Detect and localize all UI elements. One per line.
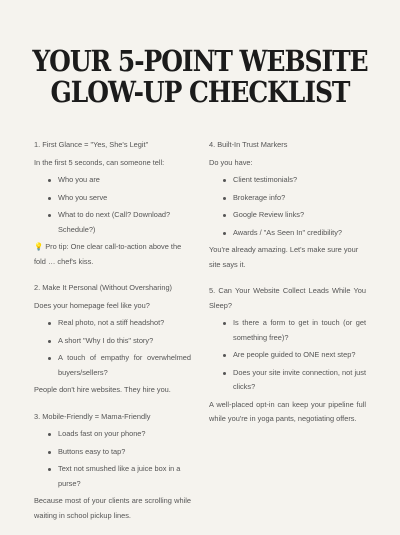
section-1-intro: In the first 5 seconds, can someone tell: <box>34 157 165 167</box>
lightbulb-icon: 💡 <box>34 242 44 251</box>
section-4-heading: 4. Built-In Trust Markers <box>209 140 288 149</box>
section-4-intro: Do you have: <box>209 157 253 167</box>
bullet-icon <box>48 179 51 182</box>
section-2 <box>34 281 191 398</box>
list-item: What to do next (Call? Download? Schedule?) <box>48 208 191 237</box>
section-4-list <box>209 173 366 240</box>
list-item: Loads fast on your phone? <box>48 427 191 442</box>
section-2-heading: 2. Make It Personal (Without Oversharing) <box>34 283 173 292</box>
bullet-icon <box>223 354 226 357</box>
section-3-heading: 3. Mobile-Friendly = Mama-Friendly <box>34 411 151 421</box>
section-5-heading: 5. Can Your Website Collect Leads While You Sleep? <box>209 286 366 310</box>
list-item: Awards / "As Seen In" credibility? <box>223 226 366 241</box>
bullet-icon <box>223 372 226 375</box>
section-1-heading: 1. First Glance = "Yes, She's Legit" <box>34 140 149 149</box>
list-item: Text not smushed like a juice box in a purse? <box>48 462 191 491</box>
list-item: Client testimonials? <box>223 173 366 188</box>
bullet-icon <box>48 433 51 436</box>
bullet-icon <box>48 468 51 471</box>
bullet-icon <box>48 451 51 454</box>
section-3-list <box>34 427 191 491</box>
right-column <box>209 138 366 439</box>
bullet-icon <box>48 214 51 217</box>
section-4-outro: You're already amazing. Let's make sure your site says it. <box>209 245 359 269</box>
section-2-intro: Does your homepage feel like you? <box>34 300 150 310</box>
section-4 <box>209 138 366 272</box>
section-1-list <box>34 173 191 237</box>
bullet-icon <box>48 197 51 200</box>
list-item: Brokerage info? <box>223 191 366 206</box>
list-item: Who you serve <box>48 191 191 206</box>
bullet-icon <box>223 322 226 325</box>
list-item: Does your site invite connection, not just clicks? <box>223 366 366 395</box>
page-title <box>28 46 372 108</box>
bullet-icon <box>223 179 226 182</box>
section-5 <box>209 284 366 427</box>
list-item: Are people guided to ONE next step? <box>223 348 366 363</box>
title-line-2: GLOW-UP CHECKLIST <box>50 75 350 109</box>
section-3-outro: Because most of your clients are scrolling while waiting in school pickup lines. <box>34 496 191 520</box>
title-line-1: YOUR 5-POINT WEBSITE <box>32 44 368 78</box>
list-item: Real photo, not a stiff headshot? <box>48 316 191 331</box>
section-1-tip: 💡 Pro tip: One clear call-to-action above the fold … chef's kiss. <box>34 242 182 266</box>
bullet-icon <box>48 340 51 343</box>
section-5-outro: A well-placed opt-in can keep your pipeline full while you're in yoga pants, negotiating offers. <box>209 399 366 423</box>
section-2-list <box>34 316 191 380</box>
list-item: Buttons easy to tap? <box>48 445 191 460</box>
bullet-icon <box>48 322 51 325</box>
bullet-icon <box>48 357 51 360</box>
list-item: Who you are <box>48 173 191 188</box>
bullet-icon <box>223 214 226 217</box>
list-item: A short "Why I do this" story? <box>48 334 191 349</box>
section-1 <box>34 138 191 269</box>
list-item: Is there a form to get in touch (or get something free)? <box>223 316 366 345</box>
left-column <box>34 138 191 535</box>
bullet-icon <box>223 197 226 200</box>
bullet-icon <box>223 232 226 235</box>
list-item: A touch of empathy for overwhelmed buyers/sellers? <box>48 351 191 380</box>
section-2-outro: People don't hire websites. They hire you. <box>34 385 171 394</box>
section-3 <box>34 410 191 524</box>
list-item: Google Review links? <box>223 208 366 223</box>
section-5-list <box>209 316 366 395</box>
